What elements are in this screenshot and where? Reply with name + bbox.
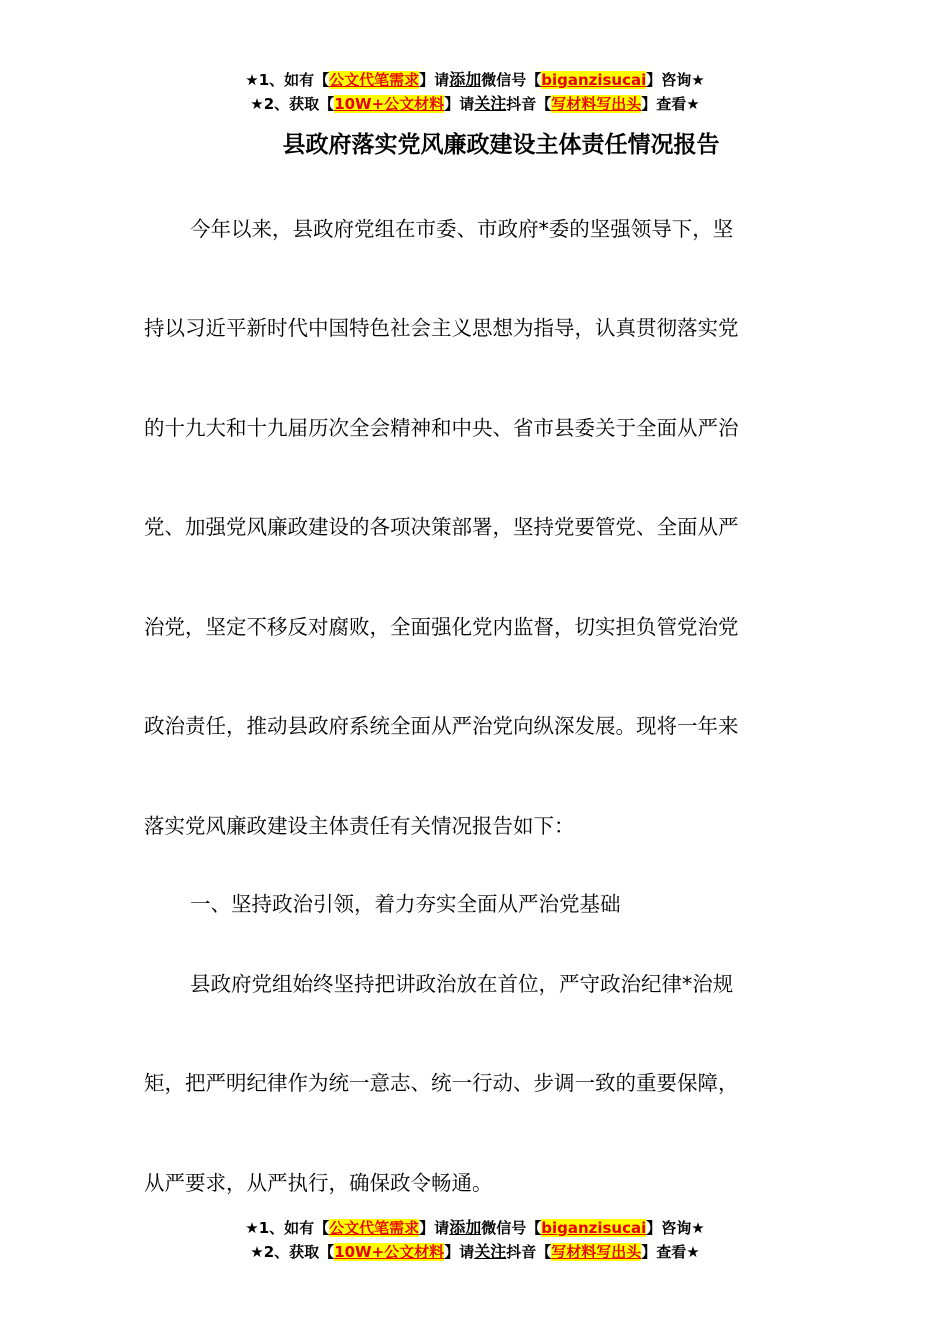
body-line: 的十九大和十九届历次全会精神和中央、省市县委关于全面从严治 xyxy=(144,416,739,440)
banner-emphasis: 添加 xyxy=(449,70,482,89)
banner-highlight: 10W+公文材料 xyxy=(334,95,445,113)
banner-text: 】请 xyxy=(444,1243,475,1261)
document-title: 县政府落实党风廉政建设主体责任情况报告 xyxy=(282,132,720,158)
banner-emphasis: 关注 xyxy=(474,1242,507,1261)
banner-text: 】咨询★ xyxy=(646,1219,705,1237)
banner-text: 】请 xyxy=(444,95,475,113)
banner-text: 】咨询★ xyxy=(646,71,705,89)
banner-line-2 xyxy=(0,92,950,116)
banner-emphasis: 添加 xyxy=(449,1218,482,1237)
body-line: 县政府党组始终坚持把讲政治放在首位，严守政治纪律*治规 xyxy=(190,972,734,996)
banner-line-1 xyxy=(0,1216,950,1240)
body-line: 今年以来，县政府党组在市委、市政府*委的坚强领导下，坚 xyxy=(190,217,734,241)
header-banner xyxy=(0,68,950,116)
banner-text: 微信号【 xyxy=(481,71,542,89)
banner-text: ★2、获取【 xyxy=(250,1243,335,1261)
body-line: 治党，坚定不移反对腐败，全面强化党内监督，切实担负管党治党 xyxy=(144,615,739,639)
footer-banner xyxy=(0,1216,950,1264)
body-line: 矩，把严明纪律作为统一意志、统一行动、步调一致的重要保障， xyxy=(144,1071,739,1095)
banner-emphasis: 关注 xyxy=(474,94,507,113)
banner-highlight: biganzisucai xyxy=(541,1219,647,1237)
banner-text: ★1、如有【 xyxy=(245,71,330,89)
banner-text: 】请 xyxy=(419,71,450,89)
body-line: 落实党风廉政建设主体责任有关情况报告如下： xyxy=(144,814,575,838)
banner-text: 】查看★ xyxy=(641,1243,700,1261)
banner-highlight: biganzisucai xyxy=(541,71,647,89)
banner-text: 】请 xyxy=(419,1219,450,1237)
banner-highlight: 公文代笔需求 xyxy=(329,1219,420,1237)
banner-highlight: 公文代笔需求 xyxy=(329,71,420,89)
banner-highlight: 写材料写出头 xyxy=(551,95,642,113)
banner-text: 】查看★ xyxy=(641,95,700,113)
body-line: 政治责任，推动县政府系统全面从严治党向纵深发展。现将一年来 xyxy=(144,714,739,738)
banner-highlight: 写材料写出头 xyxy=(551,1243,642,1261)
section-heading: 一、坚持政治引领，着力夯实全面从严治党基础 xyxy=(190,892,621,916)
banner-text: 抖音【 xyxy=(506,95,552,113)
banner-line-1 xyxy=(0,68,950,92)
banner-text: ★2、获取【 xyxy=(250,95,335,113)
body-line: 持以习近平新时代中国特色社会主义思想为指导，认真贯彻落实党 xyxy=(144,316,739,340)
banner-text: 微信号【 xyxy=(481,1219,542,1237)
banner-highlight: 10W+公文材料 xyxy=(334,1243,445,1261)
body-line: 从严要求，从严执行，确保政令畅通。 xyxy=(144,1171,493,1195)
banner-text: ★1、如有【 xyxy=(245,1219,330,1237)
body-line: 党、加强党风廉政建设的各项决策部署，坚持党要管党、全面从严 xyxy=(144,515,739,539)
banner-text: 抖音【 xyxy=(506,1243,552,1261)
banner-line-2 xyxy=(0,1240,950,1264)
